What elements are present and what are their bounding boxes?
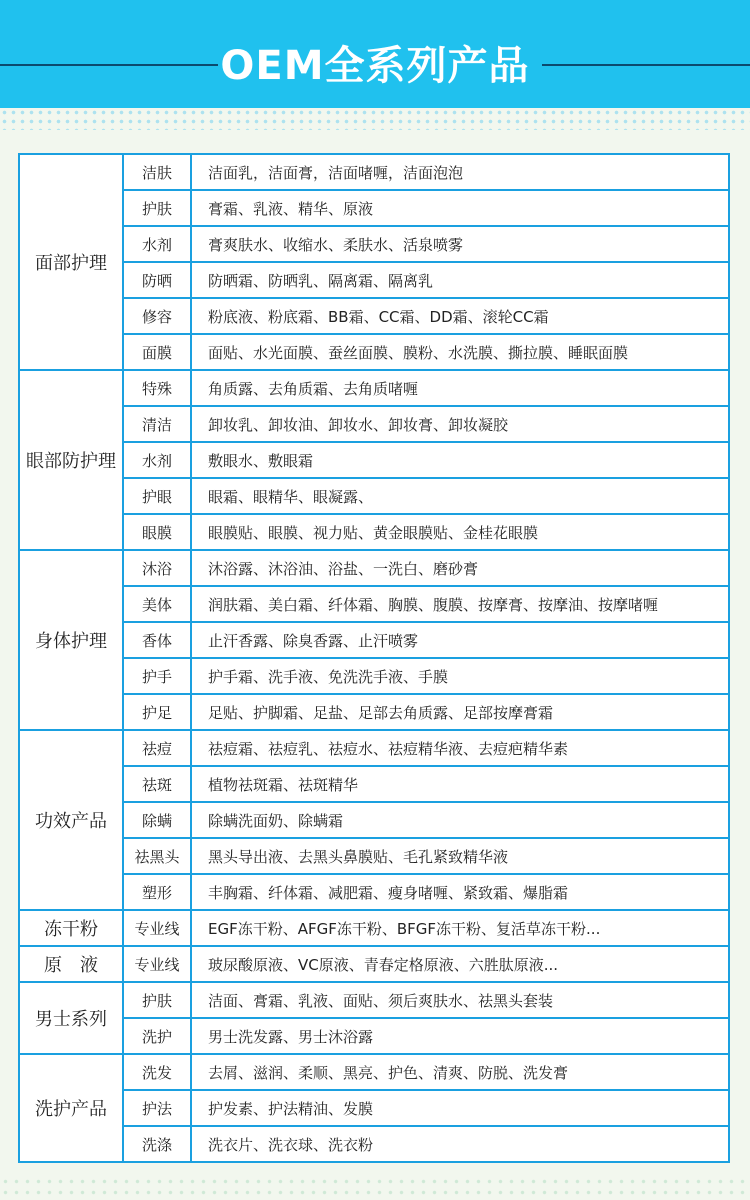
product-items: 除螨洗面奶、除螨霜: [208, 811, 344, 830]
subcategory-label: 塑形: [124, 875, 192, 909]
table-row: [124, 225, 728, 261]
product-items: 祛痘霜、祛痘乳、祛痘水、祛痘精华液、去痘疤精华素: [208, 739, 569, 758]
subcategory-label: 防晒: [124, 263, 192, 297]
table-row: [124, 297, 728, 333]
category-group: [20, 981, 728, 1053]
subcategory-label: 洗涤: [124, 1127, 192, 1161]
product-items: 植物祛斑霜、祛斑精华: [208, 775, 359, 794]
category-group: [20, 909, 728, 945]
subcategory-label: 沐浴: [124, 551, 192, 585]
product-items: 足贴、护脚霜、足盐、足部去角质露、足部按摩膏霜: [208, 703, 554, 722]
footer-pattern: [0, 1176, 750, 1200]
table-row: [124, 405, 728, 441]
product-items: 男士洗发露、男士沐浴露: [208, 1027, 374, 1046]
product-items: 膏爽肤水、收缩水、柔肤水、活泉喷雾: [208, 235, 464, 254]
subcategory-list: [124, 983, 728, 1053]
product-items: 护发素、护法精油、发膜: [208, 1099, 374, 1118]
table-row: [124, 551, 728, 585]
table-row: [124, 1089, 728, 1125]
product-items: 丰胸霜、纤体霜、减肥霜、瘦身啫喱、紧致霜、爆脂霜: [208, 883, 569, 902]
subcategory-label: 水剂: [124, 443, 192, 477]
table-row: [124, 441, 728, 477]
subcategory-list: [124, 731, 728, 909]
table-row: [124, 513, 728, 549]
category-label: 冻干粉: [20, 911, 124, 945]
subcategory-label: 洗发: [124, 1055, 192, 1089]
product-items: 护手霜、洗手液、免洗洗手液、手膜: [208, 667, 449, 686]
table-row: [124, 911, 728, 945]
subcategory-label: 特殊: [124, 371, 192, 405]
category-label: 面部护理: [20, 155, 124, 369]
table-row: [124, 261, 728, 297]
subcategory-label: 护手: [124, 659, 192, 693]
category-label: 洗护产品: [20, 1055, 124, 1161]
subcategory-label: 祛痘: [124, 731, 192, 765]
table-row: [124, 837, 728, 873]
product-items: 膏霜、乳液、精华、原液: [208, 199, 374, 218]
subcategory-label: 祛黑头: [124, 839, 192, 873]
table-row: [124, 1055, 728, 1089]
product-items: 粉底液、粉底霜、BB霜、CC霜、DD霜、滚轮CC霜: [208, 307, 549, 326]
table-row: [124, 873, 728, 909]
product-items: 眼膜贴、眼膜、视力贴、黄金眼膜贴、金桂花眼膜: [208, 523, 539, 542]
table-row: [124, 155, 728, 189]
subcategory-label: 修容: [124, 299, 192, 333]
category-group: [20, 1053, 728, 1161]
table-row: [124, 371, 728, 405]
subcategory-label: 护肤: [124, 191, 192, 225]
category-label: 功效产品: [20, 731, 124, 909]
product-items: 黑头导出液、去黑头鼻膜贴、毛孔紧致精华液: [208, 847, 509, 866]
subcategory-label: 护肤: [124, 983, 192, 1017]
product-items: 玻尿酸原液、VC原液、青春定格原液、六胜肽原液...: [208, 955, 559, 974]
subcategory-list: [124, 371, 728, 549]
table-row: [124, 765, 728, 801]
subcategory-list: [124, 551, 728, 729]
product-items: 面贴、水光面膜、蚕丝面膜、膜粉、水洗膜、撕拉膜、睡眠面膜: [208, 343, 629, 362]
table-row: [124, 731, 728, 765]
product-items: 润肤霜、美白霜、纤体霜、胸膜、腹膜、按摩膏、按摩油、按摩啫喱: [208, 595, 659, 614]
subcategory-label: 洁肤: [124, 155, 192, 189]
dotted-divider: [0, 108, 750, 130]
table-row: [124, 947, 728, 981]
subcategory-label: 面膜: [124, 335, 192, 369]
category-label: 原 液: [20, 947, 124, 981]
category-group: [20, 549, 728, 729]
product-items: 洁面、膏霜、乳液、面贴、须后爽肤水、祛黑头套装: [208, 991, 554, 1010]
subcategory-label: 眼膜: [124, 515, 192, 549]
category-label: 眼部防护理: [20, 371, 124, 549]
table-row: [124, 189, 728, 225]
product-items: 洁面乳，洁面膏，洁面啫喱，洁面泡泡: [208, 163, 464, 182]
product-items: 卸妆乳、卸妆油、卸妆水、卸妆膏、卸妆凝胶: [208, 415, 509, 434]
category-group: [20, 155, 728, 369]
product-items: 角质露、去角质霜、去角质啫喱: [208, 379, 419, 398]
table-row: [124, 585, 728, 621]
page-title: OEM全系列产品: [220, 43, 530, 89]
subcategory-label: 专业线: [124, 911, 192, 945]
table-row: [124, 1017, 728, 1053]
category-group: [20, 945, 728, 981]
category-group: [20, 369, 728, 549]
table-row: [124, 983, 728, 1017]
table-row: [124, 1125, 728, 1161]
subcategory-label: 水剂: [124, 227, 192, 261]
subcategory-label: 专业线: [124, 947, 192, 981]
table-row: [124, 693, 728, 729]
table-row: [124, 333, 728, 369]
subcategory-list: [124, 1055, 728, 1161]
subcategory-label: 祛斑: [124, 767, 192, 801]
product-items: 止汗香露、除臭香露、止汗喷雾: [208, 631, 419, 650]
category-group: [20, 729, 728, 909]
header-banner: [0, 0, 750, 108]
subcategory-list: [124, 155, 728, 369]
product-items: 敷眼水、敷眼霜: [208, 451, 314, 470]
product-items: 洗衣片、洗衣球、洗衣粉: [208, 1135, 374, 1154]
table-row: [124, 657, 728, 693]
subcategory-list: [124, 947, 728, 981]
category-label: 男士系列: [20, 983, 124, 1053]
subcategory-label: 护法: [124, 1091, 192, 1125]
subcategory-label: 洗护: [124, 1019, 192, 1053]
table-row: [124, 621, 728, 657]
product-items: 去屑、滋润、柔顺、黑亮、护色、清爽、防脱、洗发膏: [208, 1063, 569, 1082]
table-row: [124, 801, 728, 837]
subcategory-label: 护足: [124, 695, 192, 729]
category-label: 身体护理: [20, 551, 124, 729]
subcategory-label: 护眼: [124, 479, 192, 513]
product-items: 沐浴露、沐浴油、浴盐、一洗白、磨砂膏: [208, 559, 479, 578]
subcategory-label: 美体: [124, 587, 192, 621]
product-items: 眼霜、眼精华、眼凝露、: [208, 487, 374, 506]
subcategory-label: 清洁: [124, 407, 192, 441]
product-table: [18, 153, 730, 1163]
product-items: EGF冻干粉、AFGF冻干粉、BFGF冻干粉、复活草冻干粉...: [208, 919, 601, 938]
subcategory-list: [124, 911, 728, 945]
table-row: [124, 477, 728, 513]
subcategory-label: 香体: [124, 623, 192, 657]
product-items: 防晒霜、防晒乳、隔离霜、隔离乳: [208, 271, 434, 290]
subcategory-label: 除螨: [124, 803, 192, 837]
